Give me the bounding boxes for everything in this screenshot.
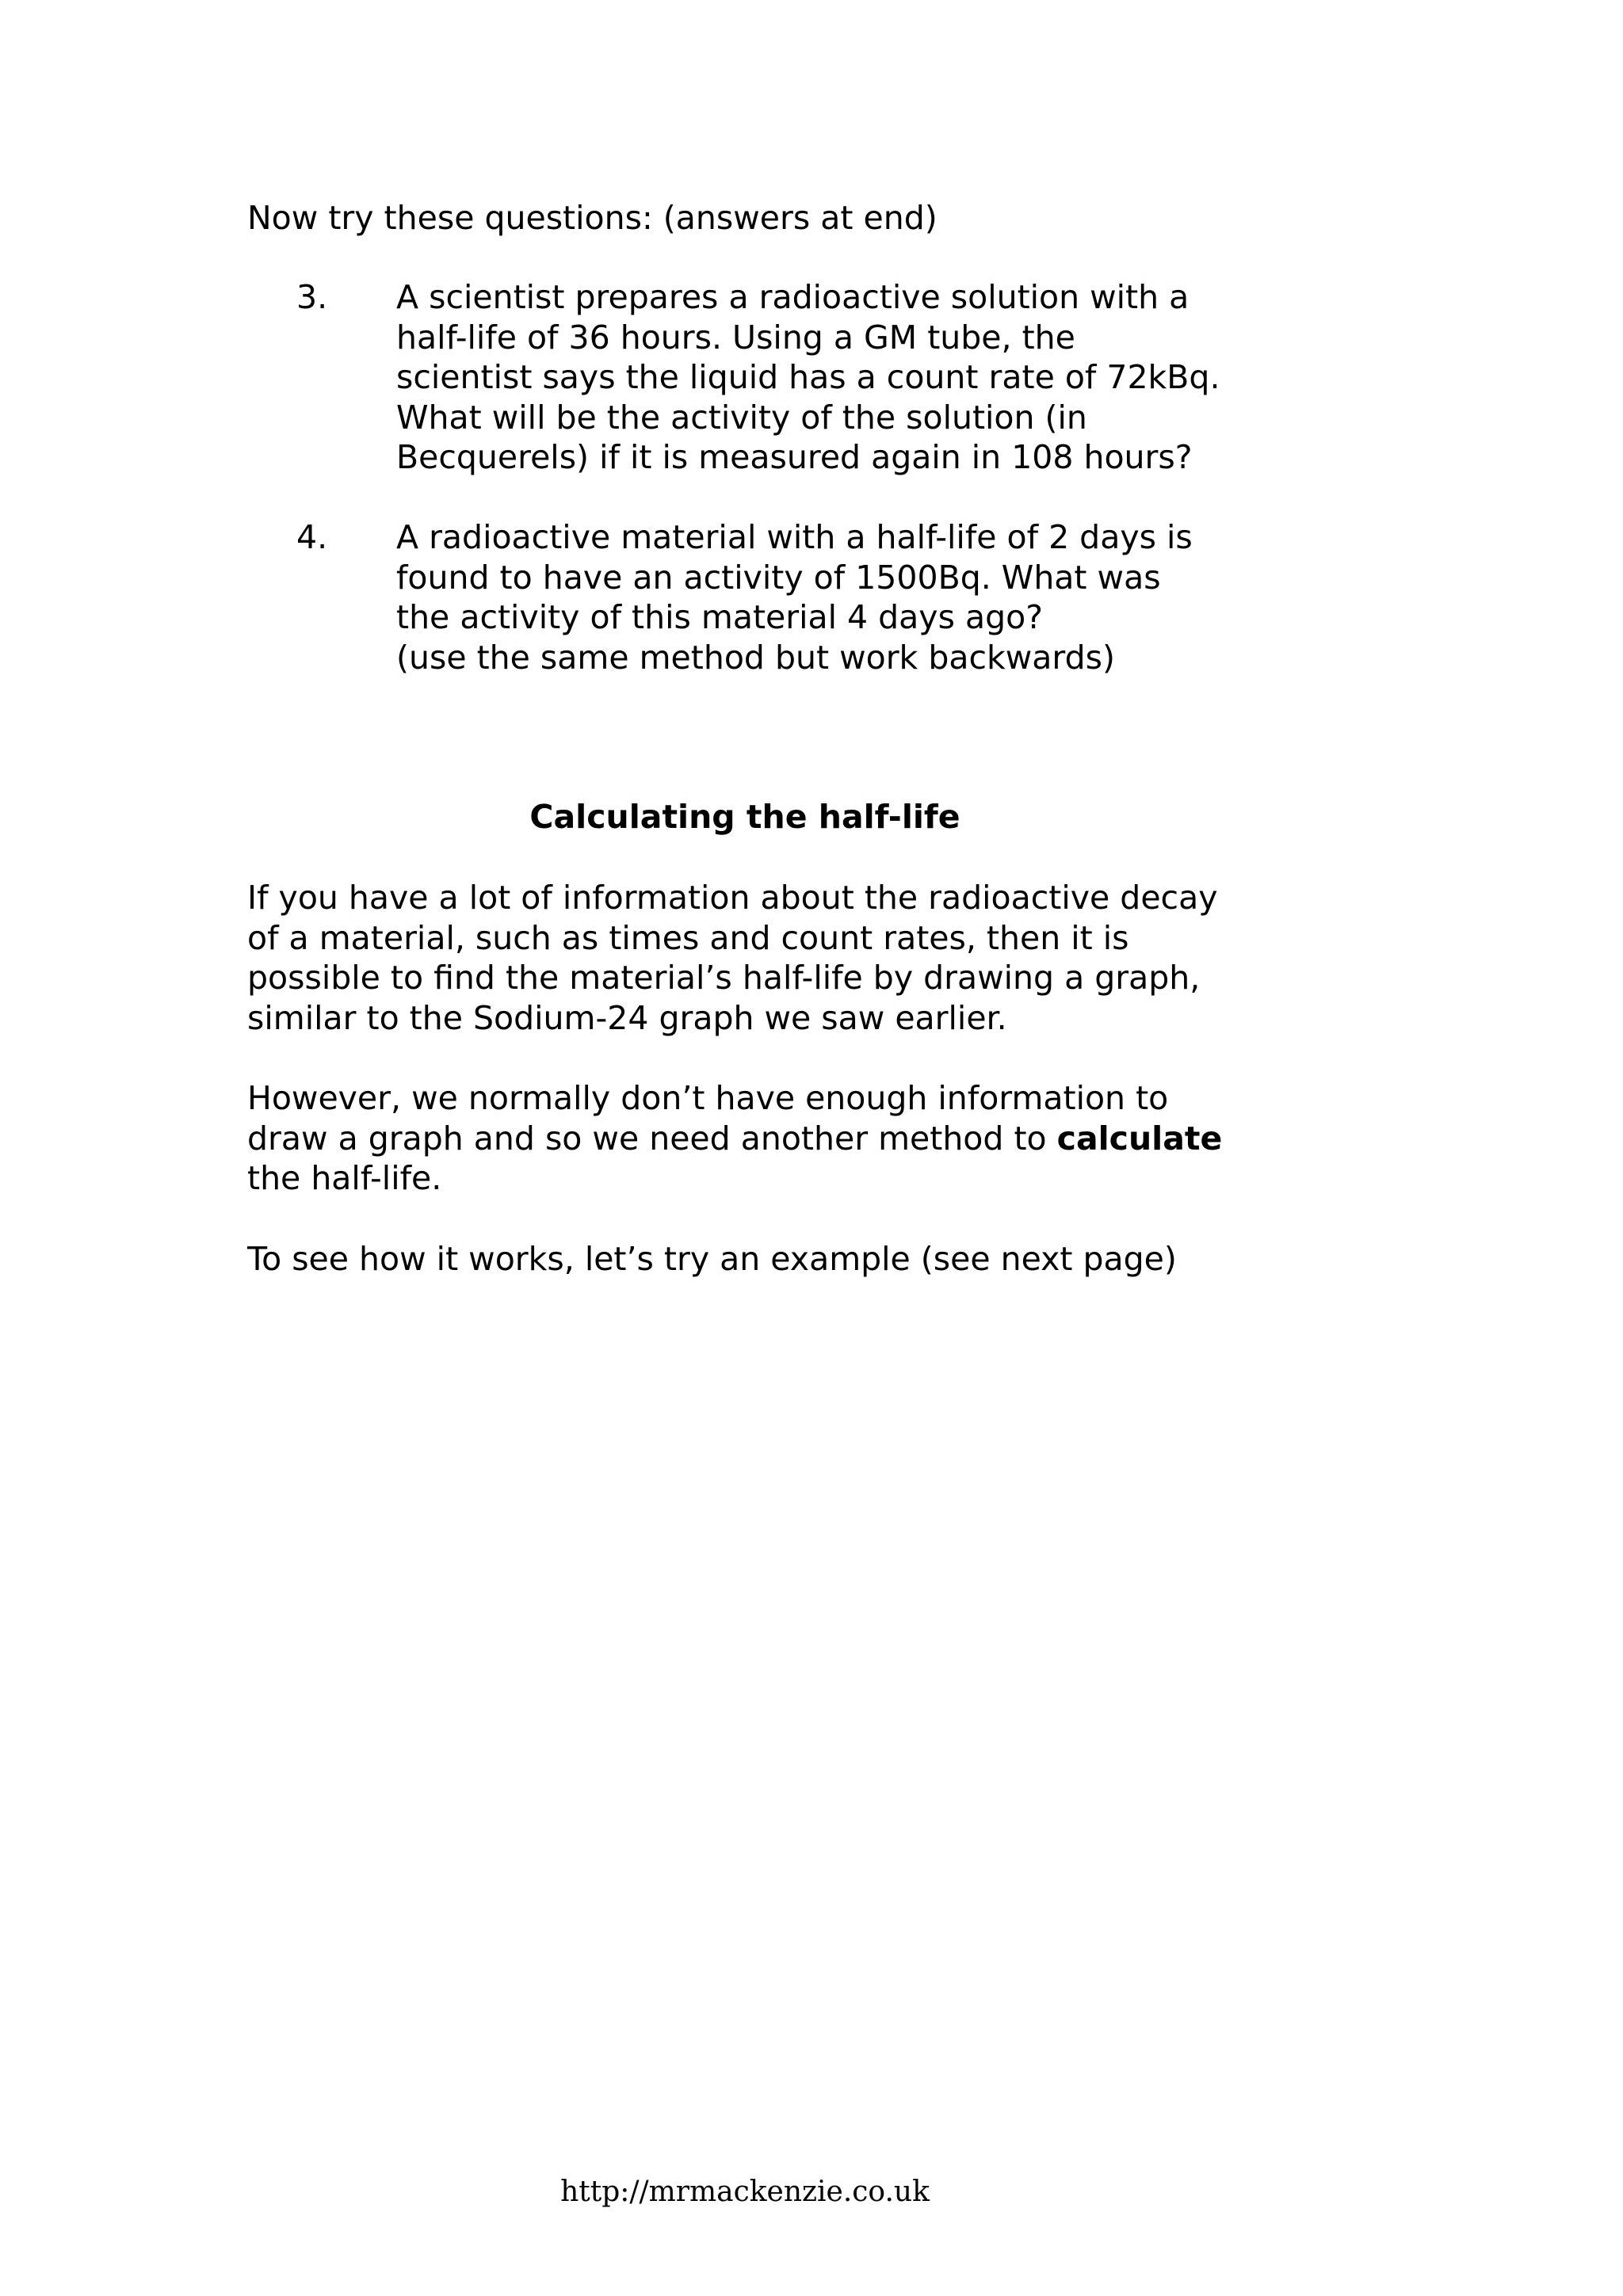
paragraph-text: draw a graph and so we need another method to xyxy=(247,1119,1057,1158)
paragraph-line: To see how it works, let’s try an example (see next page) xyxy=(247,1240,1177,1278)
question-3-number: 3. xyxy=(296,278,328,316)
question-3-line: scientist says the liquid has a count rate of 72kBq. xyxy=(396,358,1220,396)
paragraph-example xyxy=(247,1239,1177,1280)
question-3-line: A scientist prepares a radioactive solution with a xyxy=(396,278,1190,316)
paragraph-line: If you have a lot of information about the radioactive decay xyxy=(247,879,1218,917)
paragraph-calculate-method xyxy=(247,1078,1222,1199)
question-4-line: found to have an activity of 1500Bq. What was xyxy=(396,558,1161,597)
question-4-number: 4. xyxy=(296,518,328,556)
question-3-line: half-life of 36 hours. Using a GM tube, the xyxy=(396,318,1075,357)
question-3-line: What will be the activity of the solution (in xyxy=(396,398,1087,437)
question-4-line: (use the same method but work backwards) xyxy=(396,638,1115,677)
paragraph-line: of a material, such as times and count rates, then it is xyxy=(247,918,1129,957)
paragraph-line: possible to find the material’s half-life by drawing a graph, xyxy=(247,959,1201,997)
intro-text: Now try these questions: (answers at end) xyxy=(247,199,938,237)
question-4-text xyxy=(396,517,1193,677)
paragraph-line: similar to the Sodium-24 graph we saw earlier. xyxy=(247,998,1007,1037)
paragraph-graph-method xyxy=(247,878,1217,1038)
paragraph-line: However, we normally don’t have enough information to xyxy=(247,1079,1169,1117)
section-heading: Calculating the half-life xyxy=(529,798,960,836)
footer-url: http://mrmackenzie.co.uk xyxy=(560,2176,930,2208)
question-4-line: the activity of this material 4 days ago? xyxy=(396,598,1043,636)
question-3-line: Becquerels) if it is measured again in 108 hours? xyxy=(396,438,1193,476)
question-4-line: A radioactive material with a half-life of 2 days is xyxy=(396,518,1193,556)
emphasis-calculate: calculate xyxy=(1056,1119,1223,1158)
paragraph-line: the half-life. xyxy=(247,1159,442,1197)
paragraph-line xyxy=(247,1119,1222,1159)
question-3-text xyxy=(396,277,1220,478)
